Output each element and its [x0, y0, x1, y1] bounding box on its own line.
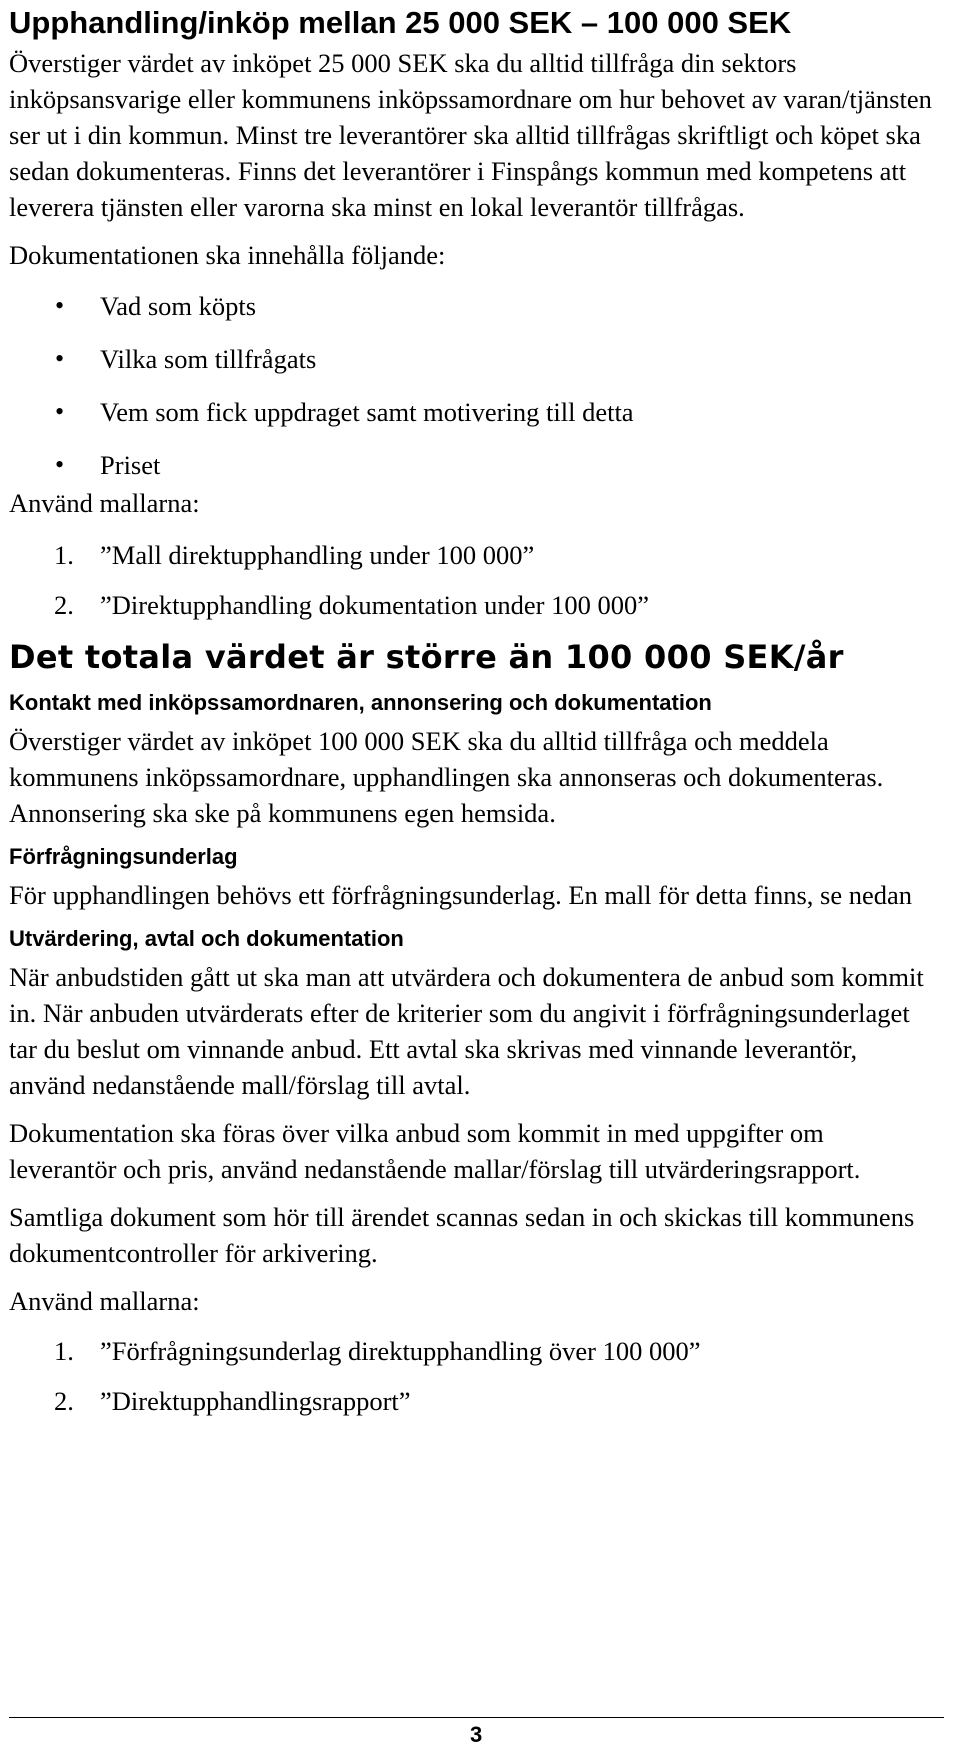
list-item	[9, 288, 944, 341]
sub3-para1: När anbudstiden gått ut ska man att utvärdera och dokumentera de anbud som kommit in. När anbuden utvärderats efter de kriterier som du angivit i förfrågningsunderlaget tar du beslut om vinnande anbud. Ett avtal ska skrivas med vinnande leverantör, använd nedanstående mall/förslag till avtal.	[9, 962, 924, 1100]
template-link: ”Direktupphandling dokumentation under 100 000”	[100, 590, 650, 620]
sub3-heading: Utvärdering, avtal och dokumentation	[9, 926, 404, 951]
section2-title-text: Det totala värdet är större än 100 000 SEK/år	[9, 638, 844, 676]
template-link: ”Mall direktupphandling under 100 000”	[100, 540, 535, 570]
section1-title	[9, 0, 944, 43]
footer-divider	[9, 1717, 944, 1718]
document-page	[9, 0, 944, 1433]
sub3-para2: Dokumentation ska föras över vilka anbud som kommit in med uppgifter om leverantör och pris, använd nedanstående mallar/förslag till utvärderingsrapport.	[9, 1118, 861, 1184]
section2-title	[9, 637, 944, 677]
list-item-text: Vem som fick uppdraget samt motivering till detta	[100, 397, 634, 427]
template-number: 2.	[54, 590, 74, 620]
template-item	[9, 537, 944, 587]
doc-intro: Dokumentationen ska innehålla följande:	[9, 240, 446, 270]
template-number: 1.	[54, 540, 74, 570]
page-number: 3	[470, 1722, 483, 1747]
templates-label: Använd mallarna:	[9, 488, 200, 518]
doc-item-list	[9, 288, 944, 485]
list-item-text: Priset	[100, 450, 161, 480]
sub1-heading: Kontakt med inköpssamordnaren, annonsering och dokumentation	[9, 690, 712, 715]
template-item	[9, 1383, 944, 1433]
section1-intro: Överstiger värdet av inköpet 25 000 SEK ska du alltid tillfråga din sektors inköpsansvarige eller kommunens inköpssamordnare om hur behovet av varan/tjänsten ser ut i din kommun. Minst tre leverantörer ska alltid tillfrågas skriftligt och köpet ska sedan dokumenteras. Finns det leverantörer i Finspångs kommun med kompetens att leverera tjänsten eller varorna ska minst en lokal leverantör tillfrågas.	[9, 48, 932, 222]
list-item	[9, 341, 944, 394]
template-link: ”Förfrågningsunderlag direktupphandling över 100 000”	[100, 1336, 701, 1366]
template-item	[9, 587, 944, 627]
sub1-text: Överstiger värdet av inköpet 100 000 SEK ska du alltid tillfråga och meddela kommunens inköpssamordnare, upphandlingen ska annonseras och dokumenteras. Annonsering ska ske på kommunens egen hemsida.	[9, 726, 884, 828]
template-number: 1.	[54, 1336, 74, 1366]
template-list	[9, 537, 944, 627]
list-item-text: Vad som köpts	[100, 291, 257, 321]
sub2-heading: Förfrågningsunderlag	[9, 844, 238, 869]
sub2-text: För upphandlingen behövs ett förfrågningsunderlag. En mall för detta finns, se nedan	[9, 880, 912, 910]
list-item	[9, 394, 944, 447]
templates-label: Använd mallarna:	[9, 1286, 200, 1316]
template-link: ”Direktupphandlingsrapport”	[100, 1386, 411, 1416]
section1-title-text: Upphandling/inköp mellan 25 000 SEK – 100 000 SEK	[9, 5, 792, 40]
template-number: 2.	[54, 1386, 74, 1416]
sub3-para3: Samtliga dokument som hör till ärendet scannas sedan in och skickas till kommunens dokumentcontroller för arkivering.	[9, 1202, 915, 1268]
template-item	[9, 1333, 944, 1383]
template-list	[9, 1333, 944, 1433]
list-item	[9, 447, 944, 485]
list-item-text: Vilka som tillfrågats	[100, 344, 317, 374]
